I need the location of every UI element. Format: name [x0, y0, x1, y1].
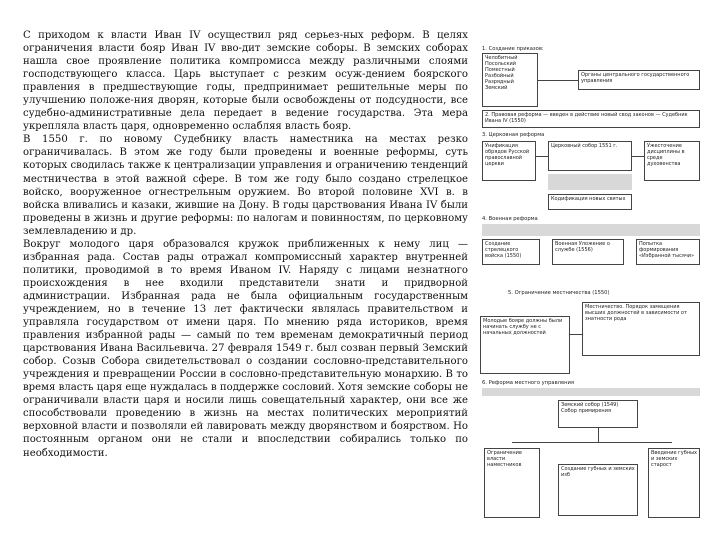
prikaz-item: Посольский: [485, 61, 517, 67]
connector: [570, 334, 582, 335]
scheme-military-left: Создание стрелецкого войска (1550): [482, 239, 540, 265]
prikaz-item: Земский: [485, 85, 508, 91]
scheme-prikazy-list: [482, 53, 538, 107]
body-text: [23, 29, 468, 460]
connector: [538, 80, 578, 81]
shaded-block: [482, 388, 700, 396]
connector: [536, 156, 548, 157]
connector: [598, 428, 599, 442]
scheme-church-left: Унификация обрядов Русской православной церкви: [482, 141, 536, 181]
shaded-block: [548, 174, 632, 190]
scheme-section-1-title: 1. Создание приказов:: [482, 46, 544, 52]
scheme-church-right: Ужесточение дисциплины в среде духовенства: [644, 141, 700, 181]
scheme-mestnichestvo-left: Молодые бояре должны были начинать службу не с начальных должностей: [480, 316, 570, 374]
scheme-section-5-title: 5. Ограничение местничества (1550): [508, 290, 610, 296]
scheme-section-6-title: 6. Реформа местного управления: [482, 380, 575, 386]
paragraph-3: Вокруг молодого царя образовался кружок приближенных к нему лиц — избранная рада. Состав рады отражал компромиссный характер внутренней политики, проводимой в то время Иваном IV. Наряду с лицами незнатного происхождения в нее входили представители знати и придворной администрации. Избранная рада не была официальным государственным учреждением, но в течение 13 лет фактически являлась правительством и управляла государством от имени царя. По мнению ряда историков, время правления избранной рады — самый по тем временам демократичный период царствования Ивана Васильевича. 27 февраля 1549 г. был созван первый Земский собор. Созыв Собора свидетельствовал о создании сословно-представительного учреждения и превращении России в сословно-представительную монархию. В то время власть царя еще нуждалась в поддержке сословий. Хотя земские соборы не ограничивали власти царя и носили лишь совещательный характер, они все же способствовали проведению в жизнь на местах политических мероприятий верховной власти и позволяли ей лавировать между дворянством и боярством. Но постоянным органом они не стали и впоследствии собирались только по необходимости.: [23, 238, 468, 459]
scheme-mestnichestvo-right: Местничество. Порядок замещения высших должностей в зависимости от знатности рода: [582, 302, 700, 356]
prikaz-item: Разрядный: [485, 79, 514, 85]
scheme-section-4-title: 4. Военная реформа: [482, 216, 538, 222]
connector: [632, 156, 644, 157]
paragraph-2: В 1550 г. по новому Судебнику власть наместника на местах резко ограничивалась. В этом же году были проведены и военные реформы, суть которых сводилась также к централизации управления и ограничению тенденций местничества в этой важной сфере. В том же году было создано стрелецкое войско, вооруженное огнестрельным оружием. Во второй половине XVI в. в войска вливались и казаки, жившие на Дону. В годы царствования Ивана IV были проведены в жизнь и другие реформы: по налогам и повинностям, по церковному землевладению и др.: [23, 134, 468, 237]
scheme-central-organs: Органы центрального государственного управления: [578, 70, 700, 90]
prikaz-item: Челобитный: [485, 55, 518, 61]
scheme-military-mid: Военная Уложение о службе (1556): [552, 239, 624, 265]
scheme-section-3-title: 3. Церковная реформа: [482, 132, 545, 138]
scheme-local-mid: Создание губных и земских изб: [558, 464, 638, 516]
scheme-local-right: Введение губных и земских старост: [648, 448, 700, 518]
shaded-block: [482, 224, 700, 236]
scheme-zemsky-sobor: Земский собор (1549) Собор примирения: [558, 400, 638, 428]
connector: [512, 442, 672, 443]
scheme-local-left: Ограничение власти наместников: [484, 448, 540, 518]
scheme-church-council: Церковный собор 1551 г.: [548, 141, 632, 171]
paragraph-1: С приходом к власти Иван IV осуществил ряд серьез-ных реформ. В целях ограничения власти бояр Иван IV вво-дит земские соборы. В земских соборах нашла свое проявление политика компромисса между различными слоями господствующего класса. Царь выступает с резким осуж-дением боярского правления в предшествующие годы, предпринимает решительные меры по улучшению положе-ния дворян, которые были освобождены от подсудности, все судебно-административные дела передает в ведение государства. Эта мера укрепляла власть царя, одновременно ослабляя власть бояр.: [23, 30, 468, 133]
scheme-section-2: 2. Правовая реформа — введен в действие новый свод законов — Судебник Ивана IV (1550): [482, 110, 700, 128]
prikaz-item: Поместный: [485, 67, 515, 73]
scheme-military-right: Попытка формирования «Избранной тысячи»: [636, 239, 700, 265]
scheme-church-bottom: Кодификация новых святых: [548, 194, 632, 210]
reforms-scheme: [478, 44, 710, 524]
prikaz-item: Разбойный: [485, 73, 514, 79]
